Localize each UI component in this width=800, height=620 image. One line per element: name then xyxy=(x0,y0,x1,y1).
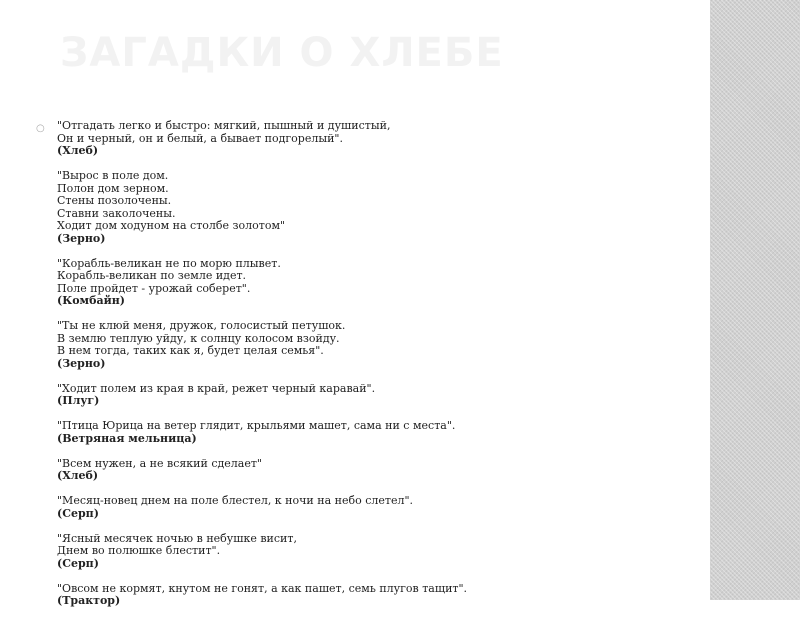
riddle-item xyxy=(57,583,697,608)
riddle-line: "Отгадать легко и быстро: мягкий, пышный и душистый, xyxy=(57,119,391,132)
riddle-line: "Корабль-великан не по морю плывет. xyxy=(57,256,281,270)
circle-bullet-icon: ○ xyxy=(36,123,45,134)
riddle-line: "Месяц-новец днем на поле блестел, к ночи на небо слетел". xyxy=(57,494,414,507)
riddle-item xyxy=(57,170,697,245)
riddle-line: Он и черный, он и белый, а бывает подгорелый". xyxy=(57,131,343,145)
riddle-line: В землю теплую уйду, к солнцу колосом взойду. xyxy=(57,331,340,345)
riddle-line: "Ты не клюй меня, дружок, голосистый петушок. xyxy=(57,319,346,332)
riddle-line: Днем во полюшке блестит". xyxy=(57,544,221,557)
riddle-line: В нем тогда, таких как я, будет целая семья". xyxy=(57,344,324,357)
riddle-line: Полон дом зерном. xyxy=(57,181,169,195)
riddle-item xyxy=(57,320,697,370)
riddle-item xyxy=(57,495,697,520)
riddle-line: "Ходит полем из края в край, режет черный каравай". xyxy=(57,381,376,395)
riddle-line: Стены позолочены. xyxy=(57,194,172,207)
riddle-line: Ходит дом ходуном на столбе золотом" xyxy=(57,219,286,232)
riddle-line: "Вырос в поле дом. xyxy=(57,169,169,182)
riddle-item xyxy=(57,120,697,158)
riddle-line: "Овсом не кормят, кнутом не гонят, а как пашет, семь плугов тащит". xyxy=(57,581,468,595)
riddle-item xyxy=(57,383,697,408)
riddle-answer: (Комбайн) xyxy=(57,294,125,307)
riddle-answer: (Ветряная мельница) xyxy=(57,431,197,445)
riddle-line: Корабль-великан по земле идет. xyxy=(57,269,247,282)
riddle-line: "Всем нужен, а не всякий сделает" xyxy=(57,456,262,470)
riddle-answer: (Плуг) xyxy=(57,394,100,407)
riddle-answer: (Хлеб) xyxy=(57,144,99,157)
riddle-line: Поле пройдет - урожай соберет". xyxy=(57,281,251,295)
riddle-line: Ставни заколочены. xyxy=(57,206,176,220)
riddle-item xyxy=(57,258,697,308)
riddle-item xyxy=(57,458,697,483)
riddle-answer: (Серп) xyxy=(57,556,99,570)
riddle-answer: (Трактор) xyxy=(57,594,121,607)
slide-content xyxy=(36,119,696,607)
riddle-item xyxy=(57,420,697,445)
riddle-answer: (Зерно) xyxy=(57,356,106,370)
riddle-line: "Ясный месячек ночью в небушке висит, xyxy=(57,531,297,545)
decorative-side-band xyxy=(710,0,800,600)
riddle-answer: (Серп) xyxy=(57,506,99,520)
riddle-answer: (Зерно) xyxy=(57,231,106,245)
riddle-item xyxy=(57,533,697,571)
riddle-answer: (Хлеб) xyxy=(57,469,99,482)
slide-title: ЗАГАДКИ О ХЛЕБЕ xyxy=(60,30,504,76)
riddle-list xyxy=(57,120,697,620)
riddle-line: "Птица Юрица на ветер глядит, крыльями машет, сама ни с места". xyxy=(57,419,456,432)
